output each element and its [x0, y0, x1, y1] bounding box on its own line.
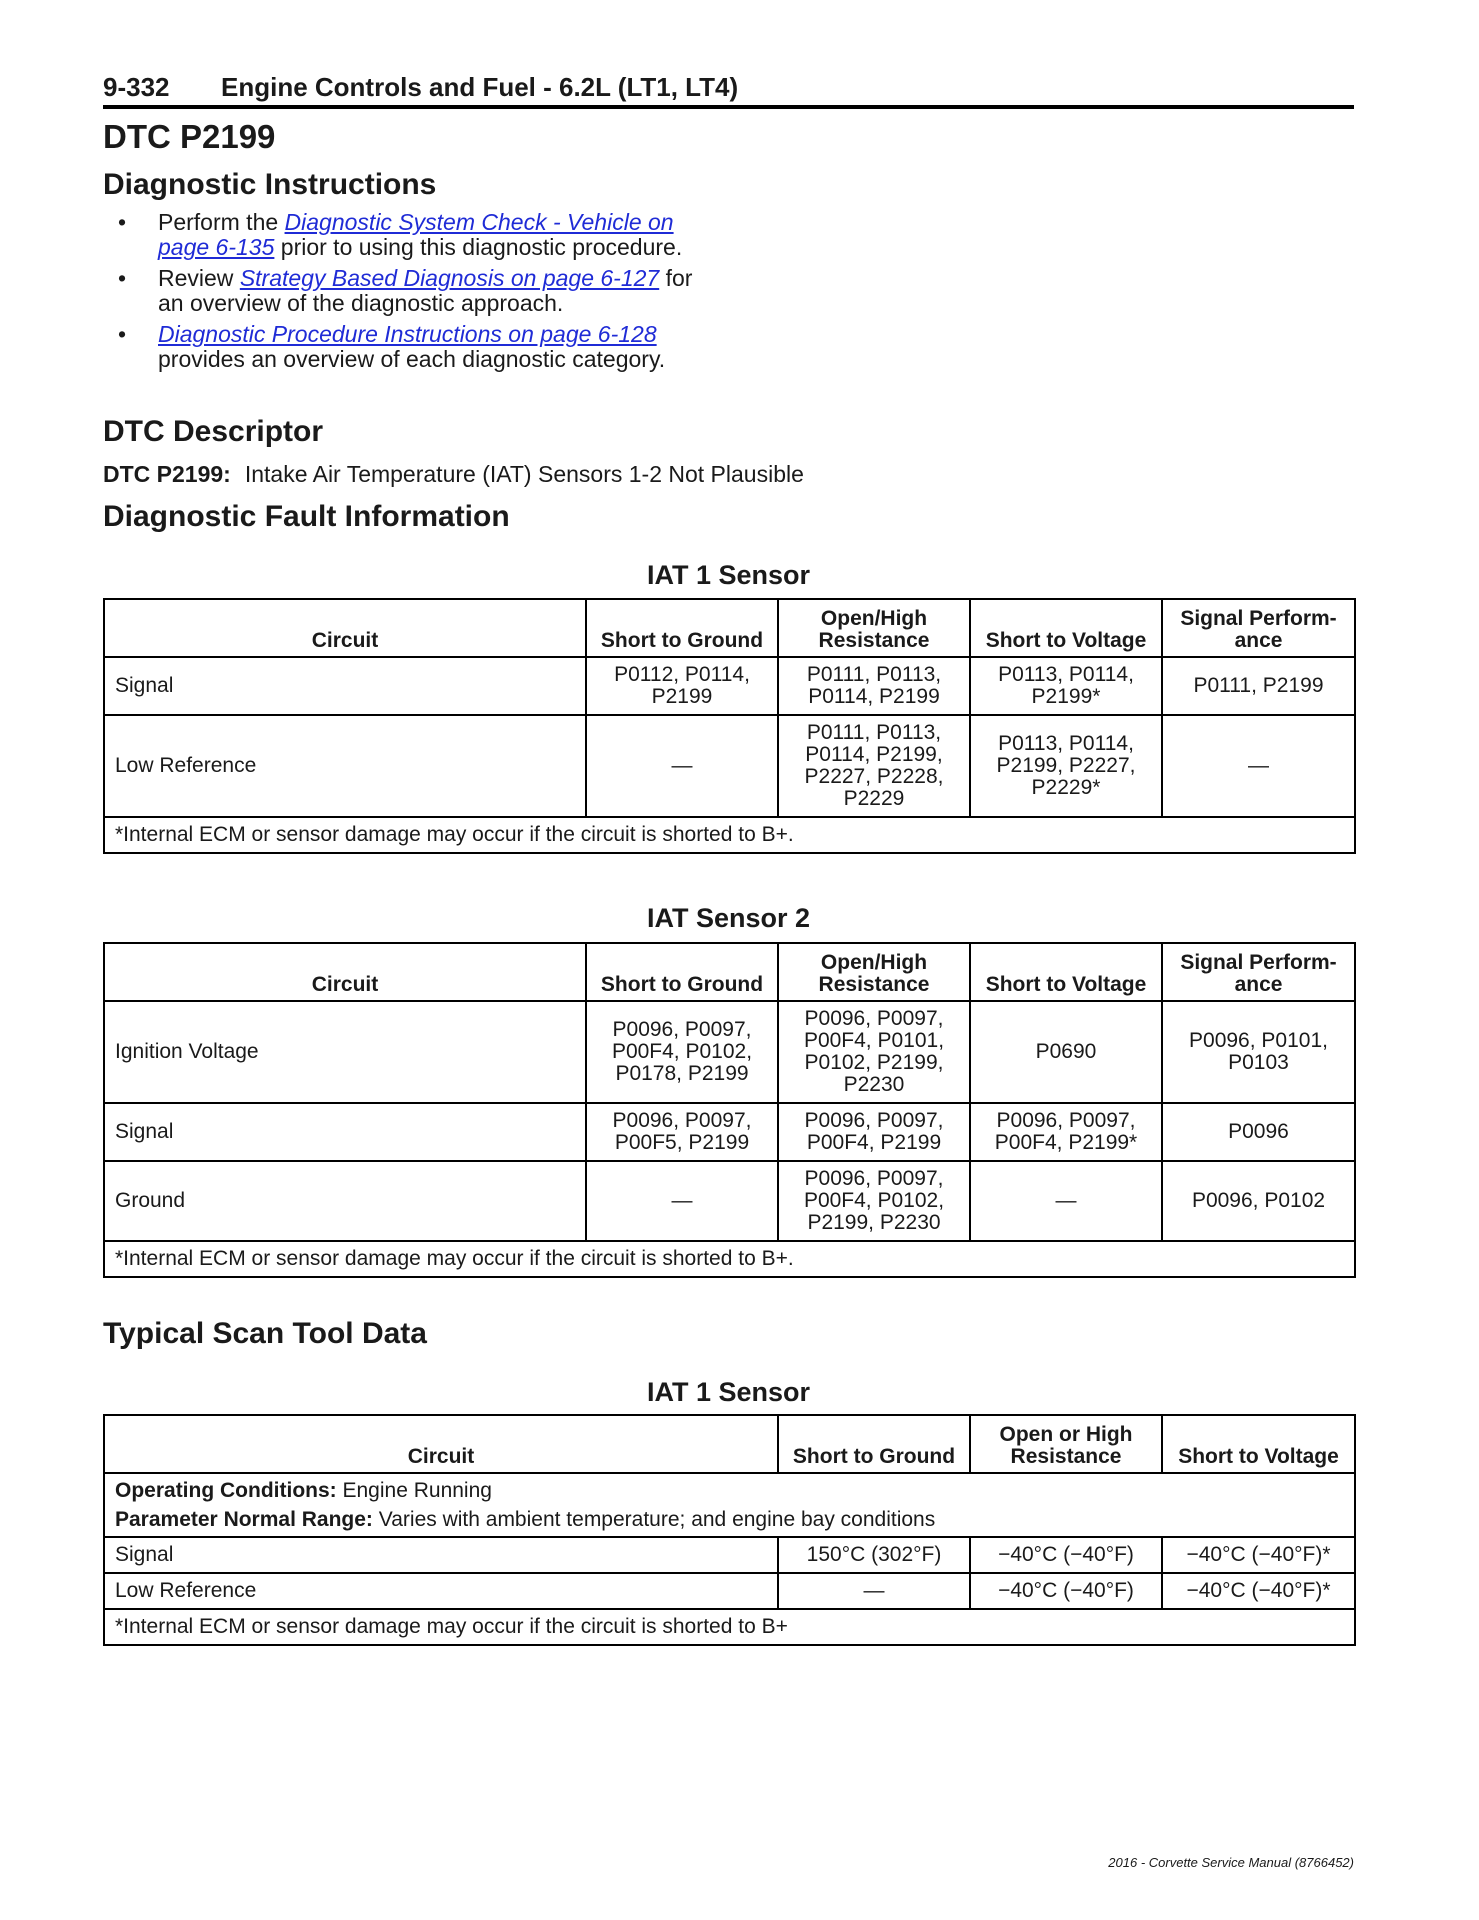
column-header: Circuit — [104, 943, 586, 1001]
scan-tool-heading: Typical Scan Tool Data — [103, 1317, 427, 1350]
parameter-range-value: Varies with ambient temperature; and engine bay conditions — [378, 1508, 936, 1531]
table-cell: P0096, P0097, P00F4, P2199* — [970, 1103, 1162, 1161]
table-cell: — — [778, 1573, 970, 1609]
table-cell: P0690 — [970, 1001, 1162, 1103]
circuit-cell: Ignition Voltage — [104, 1001, 586, 1103]
page-number: 9-332 — [103, 72, 170, 102]
instruction-list — [118, 210, 718, 378]
dtc-descriptor — [103, 461, 804, 488]
iat2-fault-table — [103, 942, 1356, 1278]
table-cell: −40°C (−40°F)* — [1162, 1573, 1355, 1609]
instruction-item: • Diagnostic Procedure Instructions on page 6-128 provides an overview of each diagnostic category. — [118, 321, 666, 372]
instruction-item: • Review Strategy Based Diagnosis on page 6-127 for an overview of the diagnostic approach. — [118, 265, 693, 316]
table-cell: 150°C (302°F) — [778, 1537, 970, 1573]
table-cell: P0096 — [1162, 1103, 1355, 1161]
operating-conditions-label: Operating Conditions: — [115, 1479, 337, 1502]
table-row — [104, 1573, 1355, 1609]
column-header: Open or High Resistance — [970, 1415, 1162, 1473]
column-header: Circuit — [104, 1415, 778, 1473]
dtc-descriptor-heading: DTC Descriptor — [103, 415, 324, 448]
circuit-cell: Low Reference — [104, 1573, 778, 1609]
table-cell: P0111, P0113, P0114, P2199, P2227, P2228, P2229 — [778, 715, 970, 817]
diagnostic-instructions-heading: Diagnostic Instructions — [103, 168, 437, 201]
table-header-row — [104, 943, 1355, 1001]
table-cell: P0096, P0101, P0103 — [1162, 1001, 1355, 1103]
fault-info-heading: Diagnostic Fault Information — [103, 500, 510, 533]
column-header: Short to Ground — [586, 943, 778, 1001]
iat1-fault-table — [103, 598, 1356, 854]
table-cell: P0096, P0097, P00F4, P2199 — [778, 1103, 970, 1161]
operating-conditions-value: Engine Running — [342, 1479, 492, 1502]
table-cell: P0112, P0114, P2199 — [586, 657, 778, 715]
table-cell: — — [1162, 715, 1355, 817]
instruction-text: Review — [158, 265, 240, 291]
column-header: Short to Voltage — [970, 599, 1162, 657]
table-note-row — [104, 1609, 1355, 1645]
circuit-cell: Low Reference — [104, 715, 586, 817]
scan-tool-table — [103, 1414, 1356, 1646]
conditions-cell — [104, 1473, 1355, 1537]
strategy-based-diagnosis-link[interactable]: Strategy Based Diagnosis on page 6-127 — [239, 265, 660, 291]
table-cell: P0096, P0097, P00F4, P0102, P0178, P2199 — [586, 1001, 778, 1103]
circuit-cell: Signal — [104, 1537, 778, 1573]
table-cell: P0096, P0102 — [1162, 1161, 1355, 1241]
conditions-row — [104, 1473, 1355, 1537]
table-cell: −40°C (−40°F)* — [1162, 1537, 1355, 1573]
page-header — [103, 72, 1354, 109]
iat2-table-caption: IAT Sensor 2 — [646, 903, 811, 933]
diagnostic-procedure-instructions-link[interactable]: Diagnostic Procedure Instructions on page 6-128 — [158, 321, 657, 347]
table-cell: P0096, P0097, P00F5, P2199 — [586, 1103, 778, 1161]
column-header: Short to Ground — [586, 599, 778, 657]
table-note-row — [104, 817, 1355, 853]
column-header: Short to Voltage — [970, 943, 1162, 1001]
table-note: *Internal ECM or sensor damage may occur if the circuit is shorted to B+. — [104, 1241, 1355, 1277]
table-cell: P0113, P0114, P2199, P2227, P2229* — [970, 715, 1162, 817]
table-row — [104, 1537, 1355, 1573]
instruction-text: provides an overview of each diagnostic category. — [158, 346, 666, 372]
column-header: Signal Perform-ance — [1162, 599, 1355, 657]
circuit-cell: Signal — [104, 657, 586, 715]
table-cell: P0111, P2199 — [1162, 657, 1355, 715]
section-title: Engine Controls and Fuel - 6.2L (LT1, LT4) — [221, 72, 739, 102]
instruction-text: for an overview of the diagnostic approach. — [158, 265, 693, 316]
table-row — [104, 715, 1355, 817]
page-footer: 2016 - Corvette Service Manual (8766452) — [1108, 1855, 1354, 1870]
operating-conditions — [115, 1476, 1344, 1505]
parameter-normal-range — [115, 1505, 1344, 1534]
instruction-text: Perform the — [158, 209, 285, 235]
instruction-item: • Perform the Diagnostic System Check - Vehicle on page 6-135 prior to using this diagnostic procedure. — [118, 209, 683, 260]
column-header: Open/High Resistance — [778, 943, 970, 1001]
table-cell: P0096, P0097, P00F4, P0101, P0102, P2199, P2230 — [778, 1001, 970, 1103]
dtc-description: Intake Air Temperature (IAT) Sensors 1-2 Not Plausible — [244, 461, 804, 487]
table-cell: — — [586, 1161, 778, 1241]
dtc-title: DTC P2199 — [103, 118, 276, 155]
diagnostic-system-check-link[interactable]: Diagnostic System Check - Vehicle on page 6-135 — [158, 209, 674, 260]
circuit-cell: Signal — [104, 1103, 586, 1161]
table-row — [104, 1001, 1355, 1103]
table-cell: P0113, P0114, P2199* — [970, 657, 1162, 715]
table-note-row — [104, 1241, 1355, 1277]
column-header: Short to Voltage — [1162, 1415, 1355, 1473]
table-row — [104, 657, 1355, 715]
table-header-row — [104, 1415, 1355, 1473]
column-header: Short to Ground — [778, 1415, 970, 1473]
table-cell: P0111, P0113, P0114, P2199 — [778, 657, 970, 715]
iat1-table-caption: IAT 1 Sensor — [646, 560, 811, 590]
instruction-text: prior to using this diagnostic procedure. — [274, 234, 683, 260]
parameter-range-label: Parameter Normal Range: — [115, 1508, 373, 1531]
table-row — [104, 1103, 1355, 1161]
table-cell: — — [970, 1161, 1162, 1241]
table-note: *Internal ECM or sensor damage may occur if the circuit is shorted to B+. — [104, 817, 1355, 853]
table-row — [104, 1161, 1355, 1241]
table-cell: −40°C (−40°F) — [970, 1573, 1162, 1609]
table-note: *Internal ECM or sensor damage may occur if the circuit is shorted to B+ — [104, 1609, 1355, 1645]
scan-table-caption: IAT 1 Sensor — [646, 1377, 811, 1407]
column-header: Circuit — [104, 599, 586, 657]
circuit-cell: Ground — [104, 1161, 586, 1241]
table-cell: −40°C (−40°F) — [970, 1537, 1162, 1573]
table-cell: P0096, P0097, P00F4, P0102, P2199, P2230 — [778, 1161, 970, 1241]
table-cell: — — [586, 715, 778, 817]
table-header-row — [104, 599, 1355, 657]
dtc-code: DTC P2199: — [103, 461, 231, 487]
column-header: Signal Perform-ance — [1162, 943, 1355, 1001]
column-header: Open/High Resistance — [778, 599, 970, 657]
